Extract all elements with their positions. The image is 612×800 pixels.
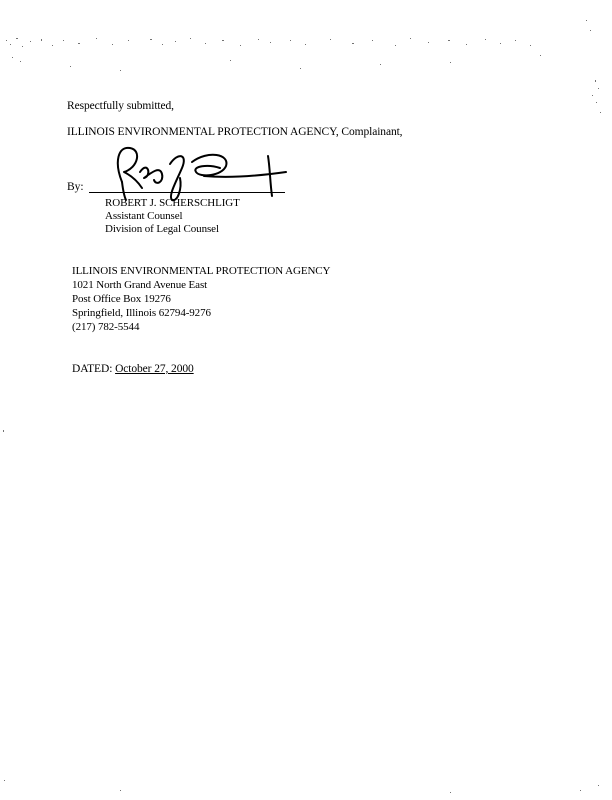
closing-line: Respectfully submitted, (67, 100, 174, 112)
handwritten-signature (108, 142, 298, 204)
by-label: By: (67, 181, 84, 193)
agency-phone: (217) 782-5544 (72, 321, 140, 333)
agency-city-state-zip: Springfield, Illinois 62794-9276 (72, 307, 211, 319)
signer-name: ROBERT J. SCHERSCHLIGT (105, 197, 240, 209)
party-line: ILLINOIS ENVIRONMENTAL PROTECTION AGENCY, Complainant, (67, 126, 403, 138)
signer-title: Assistant Counsel (105, 210, 183, 222)
dated-line (72, 362, 194, 376)
agency-name: ILLINOIS ENVIRONMENTAL PROTECTION AGENCY (72, 265, 331, 277)
dated-label: DATED: (72, 363, 113, 375)
dated-value: October 27, 2000 (115, 363, 194, 375)
agency-po-box: Post Office Box 19276 (72, 293, 171, 305)
agency-street: 1021 North Grand Avenue East (72, 279, 208, 291)
signer-division: Division of Legal Counsel (105, 223, 219, 235)
